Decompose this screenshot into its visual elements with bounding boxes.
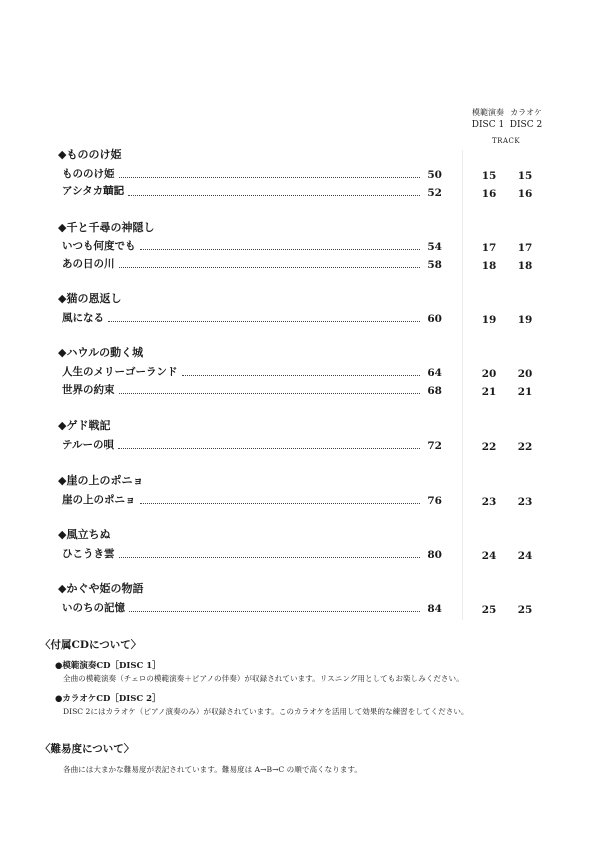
page-number: 76 (427, 495, 442, 507)
disc2-track: 18 (517, 260, 533, 272)
song-title: いのちの記憶 (62, 602, 125, 614)
page-number: 60 (427, 313, 442, 325)
toc-row[interactable] (62, 167, 442, 181)
toc-row[interactable] (62, 239, 442, 253)
song-title: いつも何度でも (62, 240, 136, 252)
disc1-track: 18 (481, 260, 497, 272)
disc2-note-title: ●カラオケCD［DISC 2］ (55, 694, 161, 704)
song-title: 世界の約束 (62, 384, 115, 396)
leader-dots (140, 503, 421, 504)
disc1-track: 19 (481, 314, 497, 326)
disc2-track: 24 (517, 550, 533, 562)
page-number: 50 (427, 169, 442, 181)
disc2-track: 23 (517, 496, 533, 508)
disc2-track: 22 (517, 441, 533, 453)
disc1-label: DISC 1 (471, 120, 505, 130)
disc1-note-body: 全曲の模範演奏（チェロの模範演奏＋ピアノの伴奏）が収録されています。リスニング用としてもお楽しみください。 (63, 674, 464, 683)
toc-row[interactable] (62, 257, 442, 271)
toc-row[interactable] (62, 438, 442, 452)
leader-dots (119, 393, 421, 394)
toc-row[interactable] (62, 493, 442, 507)
toc-row[interactable] (62, 311, 442, 325)
disc2-note-body: DISC 2にはカラオケ（ピアノ演奏のみ）が収録されています。このカラオケを活用して効果的な練習をしてください。 (63, 707, 469, 716)
section-title: ◆猫の恩返し (58, 292, 122, 305)
section-title: ◆ハウルの動く城 (58, 346, 144, 359)
leader-dots (129, 611, 420, 612)
song-title: 崖の上のポニョ (62, 494, 136, 506)
difficulty-heading: 〈難易度について〉 (40, 743, 135, 755)
disc1-note-title: ●模範演奏CD［DISC 1］ (55, 661, 161, 671)
disc1-track: 16 (481, 188, 497, 200)
leader-dots (128, 195, 420, 196)
leader-dots (182, 375, 421, 376)
song-title: 風になる (62, 312, 104, 324)
song-title: あの日の川 (62, 258, 115, 270)
disc2-track: 15 (517, 170, 533, 182)
toc-row[interactable] (62, 185, 442, 199)
disc1-track: 17 (481, 242, 497, 254)
difficulty-body: 各曲には大まかな難易度が表記されています。難易度は A→B→C の順で高くなります。 (63, 765, 362, 774)
disc2-title: カラオケ (510, 108, 542, 117)
page-number: 52 (427, 187, 442, 199)
disc2-track: 17 (517, 242, 533, 254)
section-title: ◆風立ちぬ (58, 528, 111, 541)
track-label: TRACK (492, 137, 521, 145)
disc2-track: 16 (517, 188, 533, 200)
column-divider (462, 150, 463, 620)
disc1-track: 23 (481, 496, 497, 508)
section-title: ◆崖の上のポニョ (58, 474, 144, 487)
leader-dots (119, 177, 421, 178)
song-title: テルーの唄 (62, 439, 114, 451)
page-number: 54 (427, 241, 442, 253)
leader-dots (119, 267, 421, 268)
disc2-track: 19 (517, 314, 533, 326)
section-title: ◆かぐや姫の物語 (58, 582, 144, 595)
song-title: 人生のメリーゴーランド (62, 366, 178, 378)
disc1-track: 25 (481, 604, 497, 616)
page-number: 72 (427, 440, 442, 452)
disc1-column-header (470, 107, 506, 131)
section-title: ◆ゲド戦記 (58, 419, 111, 432)
leader-dots (140, 249, 421, 250)
section-title: ◆もののけ姫 (58, 148, 122, 161)
disc1-track: 22 (481, 441, 497, 453)
song-title: ひこうき雲 (62, 548, 115, 560)
leader-dots (118, 448, 420, 449)
cd-notes-heading: 〈付属CDについて〉 (40, 639, 142, 651)
page-number: 68 (427, 385, 442, 397)
toc-row[interactable] (62, 365, 442, 379)
disc1-title: 模範演奏 (472, 108, 504, 117)
toc-row[interactable] (62, 547, 442, 561)
toc-row[interactable] (62, 601, 442, 615)
leader-dots (108, 321, 420, 322)
disc2-column-header (508, 107, 544, 131)
song-title: もののけ姫 (62, 168, 115, 180)
page-number: 80 (427, 549, 442, 561)
disc2-label: DISC 2 (509, 120, 543, 130)
section-title: ◆千と千尋の神隠し (58, 221, 155, 234)
song-title: アシタカ𦻙記 (62, 185, 125, 197)
toc-row[interactable] (62, 383, 442, 397)
disc1-track: 21 (481, 386, 497, 398)
disc2-track: 25 (517, 604, 533, 616)
disc1-track: 20 (481, 368, 497, 380)
disc2-track: 20 (517, 368, 533, 380)
page-number: 58 (427, 259, 442, 271)
leader-dots (119, 557, 421, 558)
page-number: 64 (427, 367, 442, 379)
disc1-track: 24 (481, 550, 497, 562)
disc2-track: 21 (517, 386, 533, 398)
disc1-track: 15 (481, 170, 497, 182)
page-number: 84 (427, 603, 442, 615)
